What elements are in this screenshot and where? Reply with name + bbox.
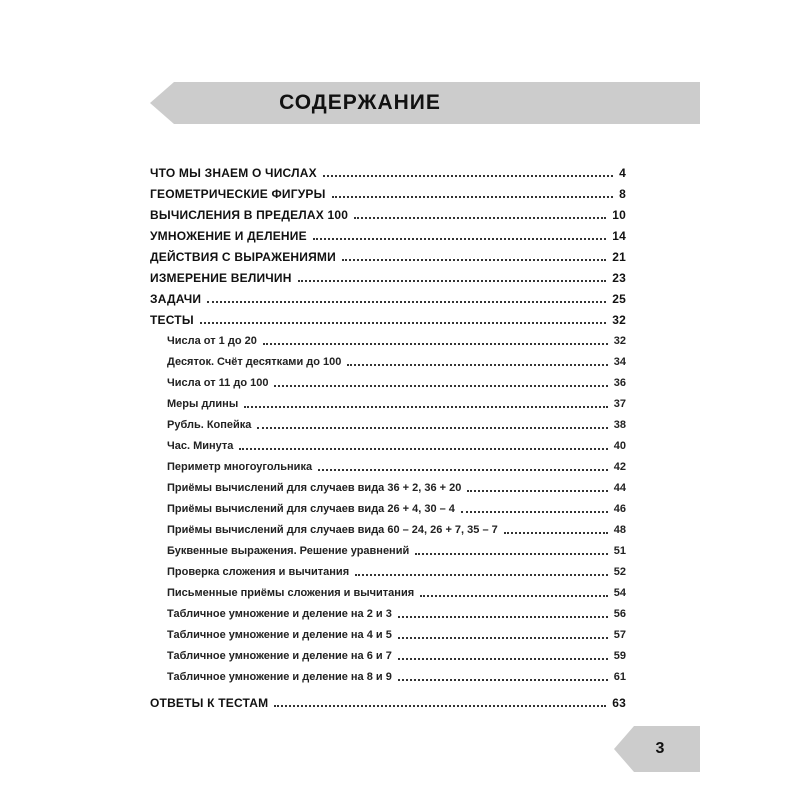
toc-item-page: 10 <box>612 208 626 222</box>
toc-subitem-label: Табличное умножение и деление на 6 и 7 <box>167 650 392 662</box>
toc-subitem-page: 52 <box>613 566 626 578</box>
leader-dots <box>323 175 613 177</box>
leader-dots <box>398 658 608 660</box>
toc-subitem-page: 54 <box>613 587 626 599</box>
toc-item-page: 14 <box>612 229 626 243</box>
toc-subitem[interactable] <box>167 664 626 684</box>
leader-dots <box>467 490 607 492</box>
toc-item-label: ВЫЧИСЛЕНИЯ В ПРЕДЕЛАХ 100 <box>150 208 349 222</box>
toc-subitem-label: Буквенные выражения. Решение уравнений <box>167 545 410 557</box>
toc-subitem-page: 42 <box>613 461 626 473</box>
toc-subitem-label: Приёмы вычислений для случаев вида 60 – 24, 26 + 7, 35 – 7 <box>167 524 498 536</box>
toc-subitem-page: 51 <box>613 545 626 557</box>
toc-subitem[interactable] <box>167 391 626 411</box>
toc-item-page: 25 <box>612 292 626 306</box>
toc-item-label: ЧТО МЫ ЗНАЕМ О ЧИСЛАХ <box>150 166 317 180</box>
toc-subitem-page: 36 <box>613 377 626 389</box>
leader-dots <box>239 448 607 450</box>
toc-subitem[interactable] <box>167 412 626 432</box>
toc-subitem[interactable] <box>167 622 626 642</box>
toc-subitem-page: 38 <box>613 419 626 431</box>
toc-subitem-label: Десяток. Счёт десятками до 100 <box>167 356 342 368</box>
leader-dots <box>461 511 608 513</box>
toc-item-page: 63 <box>612 696 626 710</box>
toc-subitem[interactable] <box>167 328 626 348</box>
toc-item-label: ДЕЙСТВИЯ С ВЫРАЖЕНИЯМИ <box>150 250 336 264</box>
leader-dots <box>274 385 607 387</box>
toc-item-page: 32 <box>612 313 626 327</box>
toc-subitem-label: Табличное умножение и деление на 4 и 5 <box>167 629 392 641</box>
toc-item[interactable] <box>150 286 626 306</box>
toc-item[interactable] <box>150 265 626 285</box>
toc-subitem[interactable] <box>167 559 626 579</box>
page-title: СОДЕРЖАНИЕ <box>279 91 441 114</box>
toc-subitem-label: Периметр многоугольника <box>167 461 313 473</box>
toc-subitem-label: Письменные приёмы сложения и вычитания <box>167 587 415 599</box>
toc-subitem-page: 44 <box>613 482 626 494</box>
toc-item-label: ОТВЕТЫ К ТЕСТАМ <box>150 696 269 710</box>
leader-dots <box>342 259 606 261</box>
toc-subitem[interactable] <box>167 370 626 390</box>
toc-item[interactable] <box>150 160 626 180</box>
toc-subitem-label: Рубль. Копейка <box>167 419 252 431</box>
toc-item[interactable] <box>150 307 626 327</box>
leader-dots <box>420 595 608 597</box>
toc-subitem-label: Приёмы вычислений для случаев вида 26 + 4, 30 – 4 <box>167 503 455 515</box>
toc-item-label: ТЕСТЫ <box>150 313 194 327</box>
toc-subitem-page: 40 <box>613 440 626 452</box>
toc-subitem[interactable] <box>167 433 626 453</box>
leader-dots <box>415 553 608 555</box>
leader-dots <box>263 343 608 345</box>
leader-dots <box>332 196 614 198</box>
toc-item-label: УМНОЖЕНИЕ И ДЕЛЕНИЕ <box>150 229 307 243</box>
toc-subitem[interactable] <box>167 349 626 369</box>
toc-subitem[interactable] <box>167 580 626 600</box>
leader-dots <box>257 427 607 429</box>
toc-subitem-page: 48 <box>613 524 626 536</box>
toc-subitem-page: 46 <box>613 503 626 515</box>
toc-subitem-page: 57 <box>613 629 626 641</box>
toc-item-page: 23 <box>612 271 626 285</box>
leader-dots <box>347 364 607 366</box>
toc-item-label: ЗАДАЧИ <box>150 292 202 306</box>
leader-dots <box>244 406 608 408</box>
toc-subitem-label: Табличное умножение и деление на 8 и 9 <box>167 671 392 683</box>
toc-item[interactable] <box>150 690 626 710</box>
toc-item[interactable] <box>150 223 626 243</box>
toc-item-page: 21 <box>612 250 626 264</box>
leader-dots <box>207 301 606 303</box>
toc-subitem-page: 32 <box>613 335 626 347</box>
toc-subitem-label: Числа от 1 до 20 <box>167 335 257 347</box>
leader-dots <box>398 616 608 618</box>
toc-subitem-page: 37 <box>613 398 626 410</box>
leader-dots <box>355 574 608 576</box>
leader-dots <box>313 238 606 240</box>
leader-dots <box>200 322 606 324</box>
toc-subitem-label: Меры длины <box>167 398 239 410</box>
leader-dots <box>274 705 606 707</box>
page-number: 3 <box>655 740 665 757</box>
leader-dots <box>398 679 608 681</box>
toc-item[interactable] <box>150 181 626 201</box>
toc-subitem[interactable] <box>167 454 626 474</box>
toc-item[interactable] <box>150 202 626 222</box>
toc-subitem-label: Час. Минута <box>167 440 234 452</box>
leader-dots <box>504 532 608 534</box>
toc-subitem[interactable] <box>167 643 626 663</box>
toc-subitem[interactable] <box>167 538 626 558</box>
toc-item-label: ГЕОМЕТРИЧЕСКИЕ ФИГУРЫ <box>150 187 326 201</box>
leader-dots <box>354 217 606 219</box>
leader-dots <box>318 469 608 471</box>
leader-dots <box>298 280 607 282</box>
toc-subitem-label: Проверка сложения и вычитания <box>167 566 350 578</box>
toc-subitem-page: 34 <box>613 356 626 368</box>
toc-subitem-page: 61 <box>613 671 626 683</box>
toc-subitem[interactable] <box>167 496 626 516</box>
toc-subitem-page: 59 <box>613 650 626 662</box>
toc-subitem-label: Числа от 11 до 100 <box>167 377 269 389</box>
toc-item-label: ИЗМЕРЕНИЕ ВЕЛИЧИН <box>150 271 292 285</box>
toc-subitem-page: 56 <box>613 608 626 620</box>
toc-item-page: 8 <box>619 187 626 201</box>
toc-subitem[interactable] <box>167 601 626 621</box>
toc-item[interactable] <box>150 244 626 264</box>
toc-subitem-label: Табличное умножение и деление на 2 и 3 <box>167 608 392 620</box>
toc-item-page: 4 <box>619 166 626 180</box>
leader-dots <box>398 637 608 639</box>
toc-subitem[interactable] <box>167 475 626 495</box>
toc-subitem-label: Приёмы вычислений для случаев вида 36 + 2, 36 + 20 <box>167 482 462 494</box>
toc-subitem[interactable] <box>167 517 626 537</box>
